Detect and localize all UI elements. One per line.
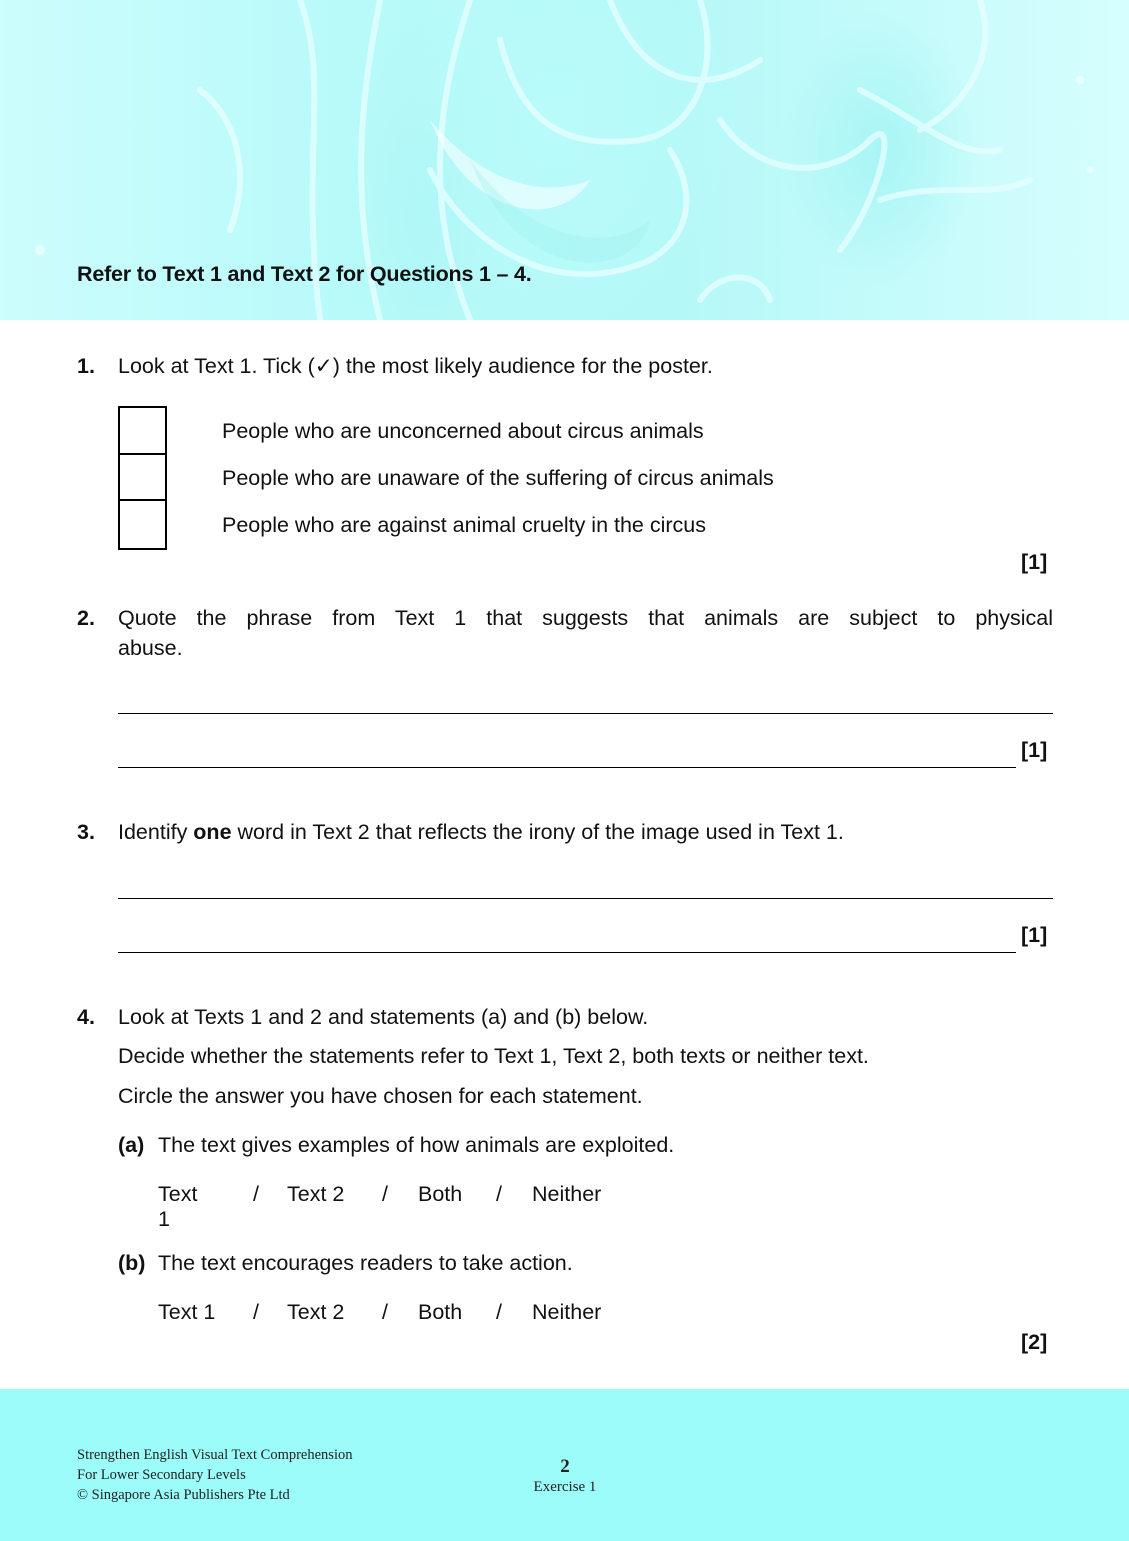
part-label: (a) [118,1133,145,1157]
tick-box-option-2[interactable] [120,455,165,502]
separator: / [382,1182,388,1206]
question-text [118,820,844,845]
marks-label: [2] [1021,1330,1048,1354]
tick-box-option-3[interactable] [120,501,165,548]
header-banner [0,0,1129,320]
question-text-line-1: Quote the phrase from Text 1 that suggests that animals are subject to physical [118,606,1053,630]
choice-both[interactable]: Both [418,1300,463,1324]
option-label-1: People who are unconcerned about circus animals [222,419,704,443]
part-a-label [118,1133,144,1158]
choice-neither[interactable]: Neither [532,1182,602,1206]
question-text-line-2: Decide whether the statements refer to Text 1, Text 2, both texts or neither text. [118,1044,869,1068]
separator: / [253,1300,259,1324]
separator: / [382,1300,388,1324]
question-text-line-3: Circle the answer you have chosen for each statement. [118,1084,643,1108]
choice-text-1[interactable]: Text 1 [158,1182,198,1231]
answer-line-1[interactable] [118,898,1053,899]
option-label-3: People who are against animal cruelty in the circus [222,513,707,537]
part-b-label [118,1251,145,1276]
emphasis-word: one [193,820,232,844]
choice-text-1[interactable]: Text 1 [158,1300,216,1324]
question-text-line-2: abuse. [118,636,183,660]
page-footer [0,1389,1129,1541]
separator: / [253,1182,259,1206]
question-number: 1. [77,354,95,378]
choice-text-2[interactable]: Text 2 [287,1182,345,1206]
question-text-start: Identify [118,820,194,844]
answer-line-1[interactable] [118,713,1053,714]
answer-line-2[interactable] [118,952,1016,953]
part-label: (b) [118,1251,146,1275]
part-a-text: The text gives examples of how animals are exploited. [158,1133,675,1157]
exercise-label: Exercise 1 [533,1479,597,1495]
page-info [500,1457,630,1497]
part-b-text: The text encourages readers to take action. [158,1251,573,1275]
tick-box-option-1[interactable] [120,408,165,455]
marks-label: [1] [1021,923,1048,947]
answer-line-2[interactable] [118,767,1016,768]
tick-box-column [118,406,167,550]
copyright: © Singapore Asia Publishers Pte Ltd [77,1487,290,1503]
question-number: 2. [77,606,95,630]
marks-label: [1] [1021,738,1048,762]
option-label-2: People who are unaware of the suffering of circus animals [222,466,774,490]
book-title: Strengthen English Visual Text Comprehension [77,1447,353,1463]
choice-neither[interactable]: Neither [532,1300,602,1324]
question-text: Look at Text 1. Tick (✓) the most likely audience for the poster. [118,354,713,378]
instruction-heading: Refer to Text 1 and Text 2 for Questions 1 – 4. [77,262,532,286]
choice-text-2[interactable]: Text 2 [287,1300,345,1324]
page-number: 2 [560,1456,570,1477]
publisher-info [77,1445,352,1505]
book-level: For Lower Secondary Levels [77,1467,246,1483]
choice-both[interactable]: Both [418,1182,463,1206]
question-text-line-1: Look at Texts 1 and 2 and statements (a) and (b) below. [118,1005,649,1029]
question-number: 4. [77,1005,95,1029]
separator: / [496,1300,502,1324]
question-text-end: word in Text 2 that reflects the irony of the image used in Text 1. [231,820,844,844]
marks-label: [1] [1021,550,1048,574]
question-number: 3. [77,820,95,844]
separator: / [496,1182,502,1206]
